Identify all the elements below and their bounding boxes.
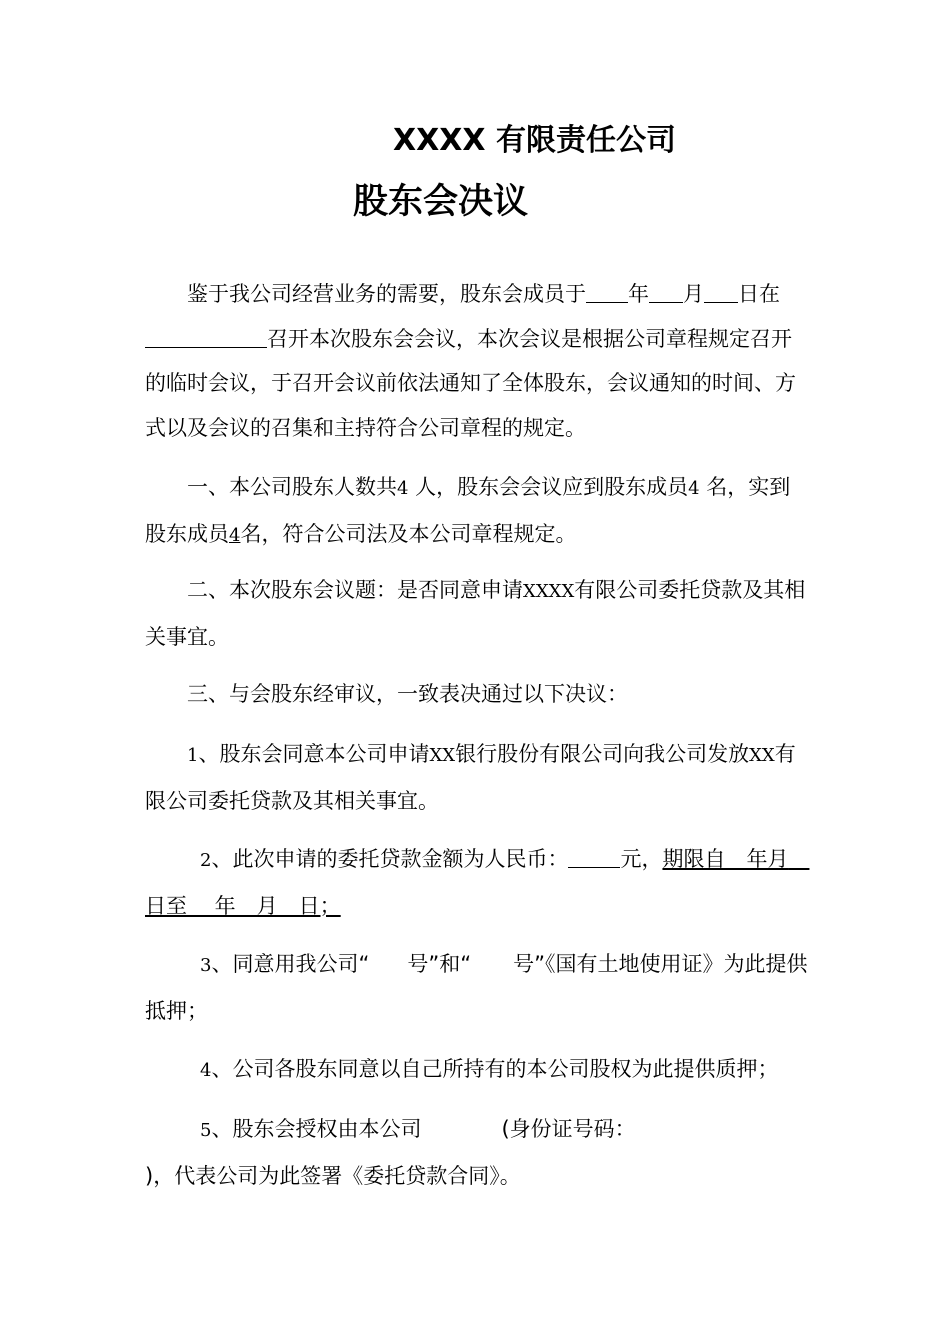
month-label: 月 xyxy=(683,282,704,306)
item-one xyxy=(145,465,810,558)
resolution-5 xyxy=(145,1107,810,1198)
intro-text-a: 鉴于我公司经营业务的需要，股东会成员于 xyxy=(187,282,586,306)
resolution-1-number: 1 xyxy=(187,745,199,766)
resolution-4-text-a: 、公司各股东同意以自己所持有的本公司股权为此提供质押； xyxy=(211,1057,779,1081)
resolution-2-text-b: 元， xyxy=(620,847,663,871)
resolution-5-text-a: 、股东会授权由本公司 xyxy=(211,1117,422,1141)
borrower-name: XX xyxy=(749,745,775,766)
intro-paragraph xyxy=(145,272,810,450)
resolution-3 xyxy=(145,942,810,1033)
amount-blank xyxy=(568,845,620,868)
resolution-1-text-c: 有限公司委托贷款及其相关事宜。 xyxy=(145,742,796,813)
item-two-text-b: 有限公司委托贷款及其相关事宜。 xyxy=(145,578,806,649)
resolution-2-text-a: 、此次申请的委托贷款金额为人民币： xyxy=(211,847,569,871)
resolution-4 xyxy=(145,1047,810,1094)
actual-attendees: 4 xyxy=(229,524,241,546)
item-two-text-a: 二、本次股东会议题：是否同意申请 xyxy=(187,578,523,602)
place-blank xyxy=(145,325,267,348)
resolution-3-text-b: 号”和“ xyxy=(407,952,472,976)
resolution-2-number: 2 xyxy=(200,850,212,871)
resolution-2 xyxy=(145,837,810,928)
shareholder-total: 4 xyxy=(397,478,409,499)
year-blank xyxy=(586,280,628,303)
resolution-5-text-c: )，代表公司为此签署《委托贷款合同》。 xyxy=(145,1163,521,1188)
resolution-4-number: 4 xyxy=(200,1060,212,1081)
company-title: XXXX 有限责任公司 xyxy=(393,123,676,158)
document-title: 股东会决议 xyxy=(353,182,529,222)
month-blank xyxy=(649,280,683,303)
item-three: 三、与会股东经审议，一致表决通过以下决议： xyxy=(187,682,628,706)
item-one-text-b: 人，股东会会议应到股东成员 xyxy=(415,475,689,499)
item-one-text-c: 名，实到股东成员 xyxy=(145,475,791,546)
year-label: 年 xyxy=(628,282,649,306)
item-one-text-a: 一、本公司股东人数共 xyxy=(187,475,397,499)
item-two xyxy=(145,568,810,659)
resolution-5-text-b: (身份证号码： xyxy=(501,1117,636,1141)
resolution-1-text-b: 银行股份有限公司向我公司发放 xyxy=(455,742,750,766)
resolution-5-number: 5 xyxy=(200,1120,212,1141)
loan-term: 期限自 年月 日至 年 月 日； xyxy=(145,847,810,918)
applicant-company: XXXX xyxy=(523,581,575,602)
expected-attendees: 4 xyxy=(688,478,700,499)
intro-text-b: 在 xyxy=(759,282,780,306)
intro-text-c: 召开本次股东会会议，本次会议是根据公司章程规定召开的临时会议，于召开会议前依法通知了全体股东，会议通知的时间、方式以及会议的召集和主持符合公司章程的规定。 xyxy=(145,326,796,440)
day-label: 日 xyxy=(738,282,759,306)
resolution-3-text-a: 、同意用我公司“ xyxy=(211,952,370,976)
resolution-3-text-c: 号”《国有土地使用证》为此提供抵押； xyxy=(145,952,808,1023)
bank-name: XX xyxy=(429,745,456,766)
resolution-1 xyxy=(145,732,810,823)
item-one-text-d: 名，符合公司法及本公司章程规定。 xyxy=(240,521,577,546)
resolution-3-number: 3 xyxy=(200,955,212,976)
day-blank xyxy=(704,280,738,303)
resolution-1-text-a: 、股东会同意本公司申请 xyxy=(198,742,430,766)
